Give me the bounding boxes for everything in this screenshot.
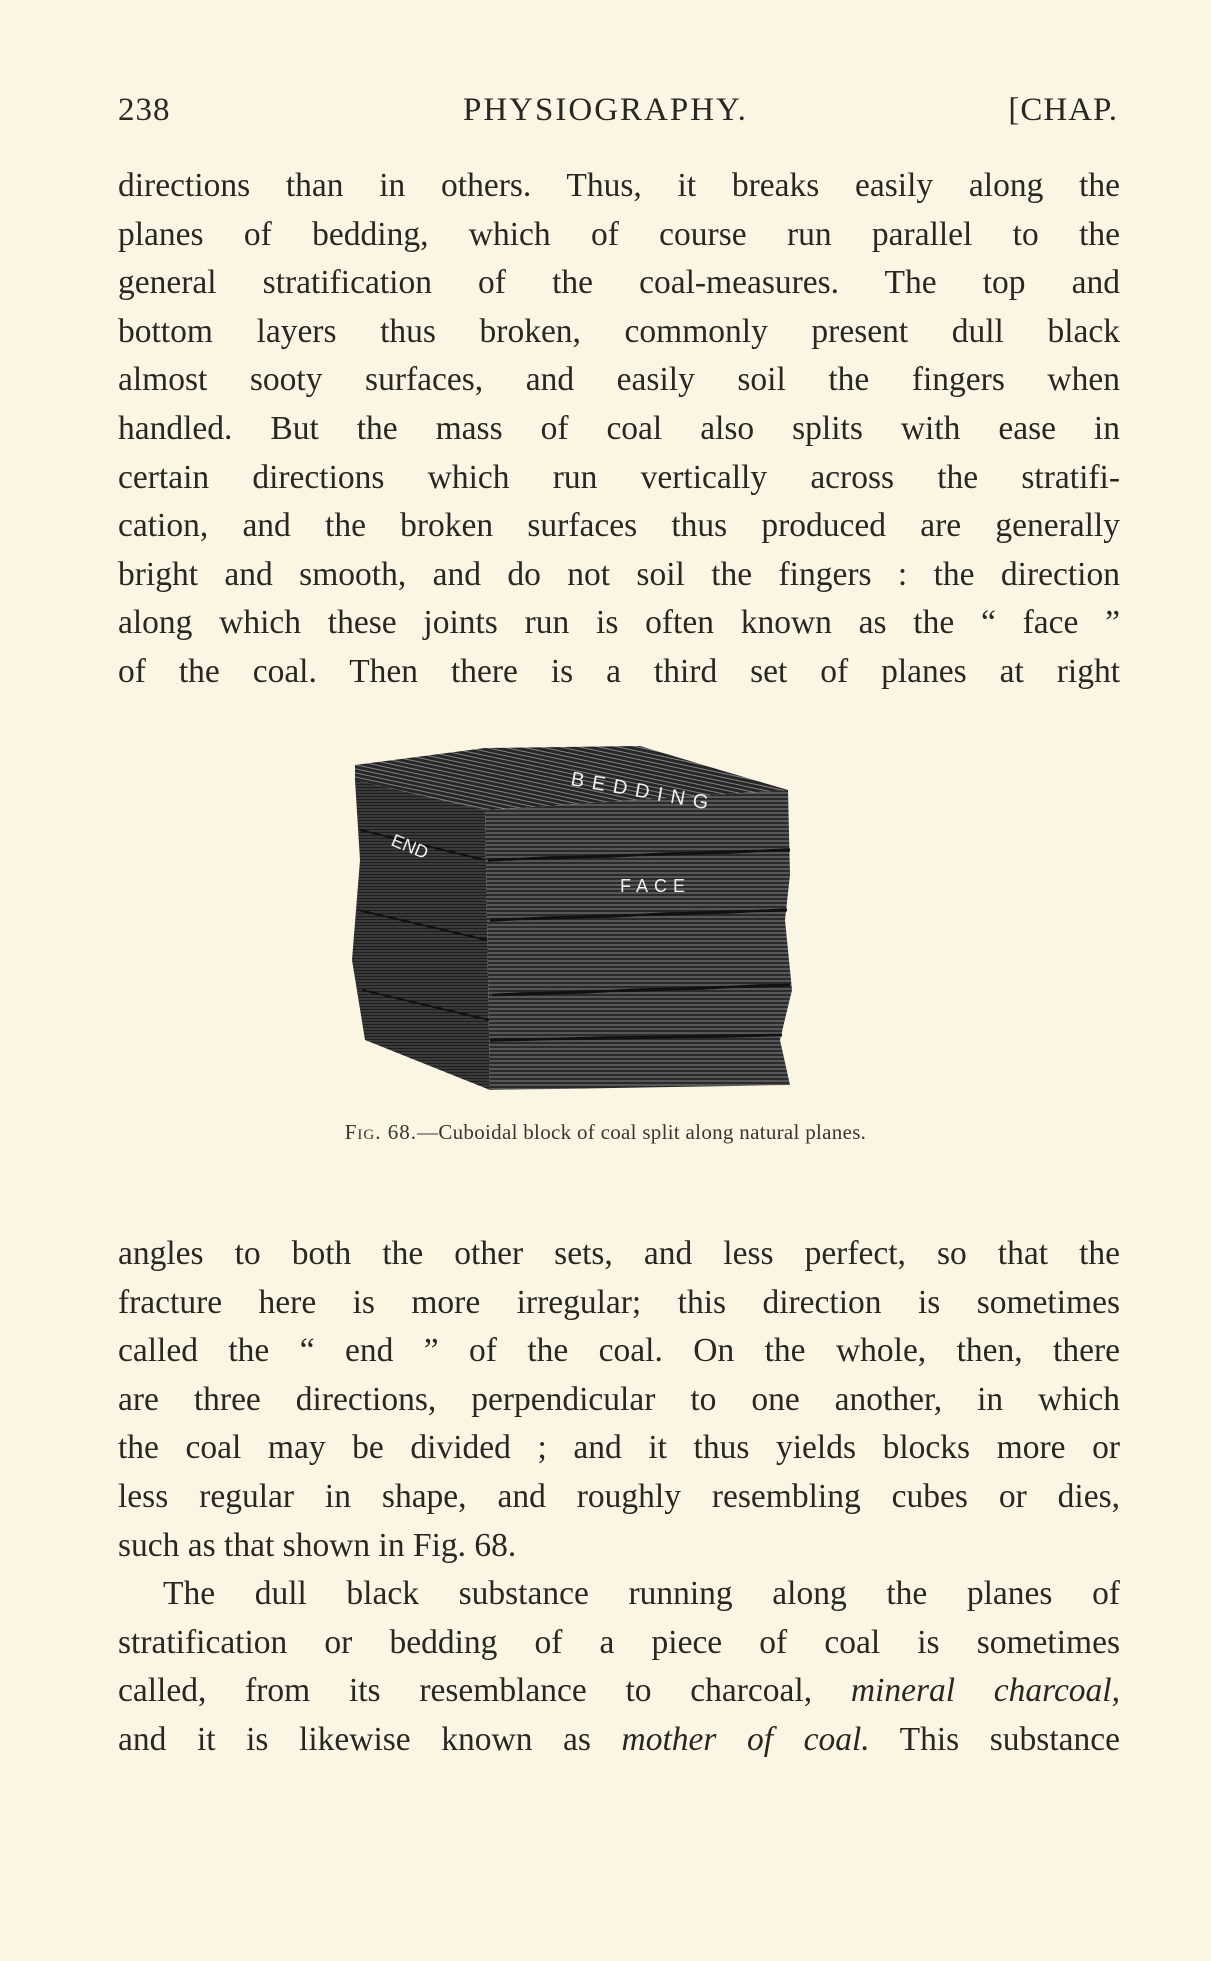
italic-term: mineral charcoal, xyxy=(850,1672,1120,1710)
paragraph-top xyxy=(118,162,1120,697)
text-line: fracture here is more irregular; this direction is sometimes xyxy=(118,1283,1120,1321)
chapter-marker: [CHAP. xyxy=(1008,92,1118,128)
text-line: are three directions, perpendicular to one another, in which xyxy=(118,1380,1120,1418)
text-line: such as that shown in Fig. 68. xyxy=(118,1526,517,1564)
figure-number: Fig. 68. xyxy=(344,1120,418,1144)
text-line: along which these joints run is often known as the “ face ” xyxy=(118,604,1120,642)
bedding-label: BEDDING xyxy=(569,768,718,816)
text-line xyxy=(118,1716,1120,1765)
text-line: stratification or bedding of a piece of coal is sometimes xyxy=(118,1623,1120,1661)
text-line: planes of bedding, which of course run parallel to the xyxy=(118,215,1120,253)
text-line: the coal may be divided ; and it thus yields blocks more or xyxy=(118,1429,1120,1467)
text-line: angles to both the other sets, and less perfect, so that the xyxy=(118,1235,1120,1272)
paragraph-bottom xyxy=(118,1570,1120,1764)
running-title: PHYSIOGRAPHY. xyxy=(463,92,748,128)
caption-text: —Cuboidal block of coal split along natural planes. xyxy=(417,1120,867,1144)
text-line: certain directions which run vertically across the stratifi- xyxy=(118,458,1120,496)
face-side xyxy=(485,790,792,1090)
text-line: less regular in shape, and roughly resembling cubes or dies, xyxy=(118,1477,1120,1515)
text-line: directions than in others. Thus, it breaks easily along the xyxy=(118,167,1120,204)
text-run: This substance xyxy=(869,1720,1120,1758)
text-line: almost sooty surfaces, and easily soil the fingers when xyxy=(118,361,1120,399)
text-run: called, from its resemblance to charcoal, xyxy=(118,1672,851,1710)
text-line: bright and smooth, and do not soil the fingers : the direction xyxy=(118,555,1120,593)
face-label: FACE xyxy=(620,876,692,896)
text-run: and it is likewise known as xyxy=(118,1720,622,1758)
italic-term: mother of coal. xyxy=(621,1720,870,1758)
page-number: 238 xyxy=(118,92,171,128)
paragraph-middle xyxy=(118,1230,1120,1570)
text-line: The dull black substance running along the planes of xyxy=(163,1575,1120,1612)
figure-caption xyxy=(0,1120,1211,1145)
text-line: of the coal. Then there is a third set of planes at right xyxy=(118,652,1120,690)
text-line: general stratification of the coal-measures. The top and xyxy=(118,264,1120,302)
running-head xyxy=(118,92,1118,132)
text-line: bottom layers thus broken, commonly present dull black xyxy=(118,312,1120,350)
coal-block-illustration xyxy=(340,740,900,1095)
text-line: handled. But the mass of coal also splits with ease in xyxy=(118,409,1120,447)
text-line xyxy=(118,1667,1120,1716)
text-line: cation, and the broken surfaces thus produced are generally xyxy=(118,507,1120,545)
end-label: END xyxy=(388,830,432,863)
text-line: called the “ end ” of the coal. On the whole, then, there xyxy=(118,1332,1120,1370)
